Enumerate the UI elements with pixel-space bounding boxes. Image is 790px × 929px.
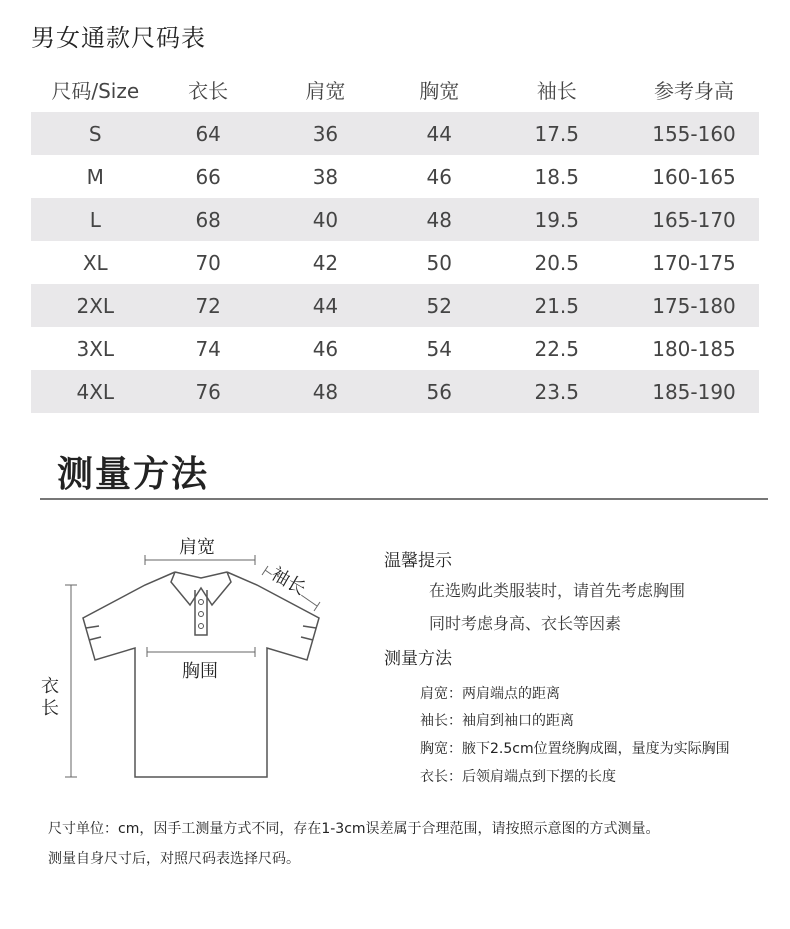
cell: 72 <box>160 284 257 327</box>
cell: M <box>31 155 160 198</box>
cell: 36 <box>257 112 394 155</box>
cell: 155-160 <box>629 112 759 155</box>
note-line: 测量自身尺寸后，对照尺码表选择尺码。 <box>48 851 300 867</box>
tip-line: 在选购此类服装时，请首先考虑胸围 <box>429 581 686 600</box>
button-icon <box>199 624 204 629</box>
sleeve-label: 袖长 <box>267 560 311 601</box>
cell: 18.5 <box>484 155 629 198</box>
cell: XL <box>31 241 160 284</box>
cell: 2XL <box>31 284 160 327</box>
button-icon <box>199 612 204 617</box>
cell: 52 <box>394 284 484 327</box>
cell: 180-185 <box>629 327 759 370</box>
cell: L <box>31 198 160 241</box>
cell: 21.5 <box>484 284 629 327</box>
header-sleeve: 袖长 <box>536 78 577 103</box>
cell: 46 <box>257 327 394 370</box>
cell: 185-190 <box>629 370 759 413</box>
length-label: 衣长 <box>41 676 59 719</box>
cell: 23.5 <box>484 370 629 413</box>
table-header-row <box>31 66 759 112</box>
measure-section-title: 测量方法 <box>57 454 210 495</box>
tip-line: 同时考虑身高、衣长等因素 <box>429 614 622 633</box>
table-row <box>31 284 759 327</box>
table-row <box>31 155 759 198</box>
button-icon <box>199 600 204 605</box>
method-item: 胸宽：腋下2.5cm位置绕胸成圈，量度为实际胸围 <box>420 741 730 757</box>
header-size: 尺码/Size <box>51 78 140 103</box>
table-row <box>31 327 759 370</box>
cell: 20.5 <box>484 241 629 284</box>
cell: 66 <box>160 155 257 198</box>
shoulder-label: 肩宽 <box>175 533 219 559</box>
cell: 56 <box>394 370 484 413</box>
shirt-neckline <box>175 572 227 578</box>
cell: 44 <box>257 284 394 327</box>
header-height: 参考身高 <box>654 78 734 103</box>
table-row <box>31 198 759 241</box>
cell: 68 <box>160 198 257 241</box>
cell: 17.5 <box>484 112 629 155</box>
method-item: 肩宽：两肩端点的距离 <box>420 686 560 702</box>
cell: 76 <box>160 370 257 413</box>
cell: 4XL <box>31 370 160 413</box>
cell: 64 <box>160 112 257 155</box>
cell: 74 <box>160 327 257 370</box>
table-row <box>31 241 759 284</box>
size-table <box>31 66 759 413</box>
cell: 22.5 <box>484 327 629 370</box>
cell: 48 <box>394 198 484 241</box>
method-item: 袖长：袖肩到袖口的距离 <box>420 713 574 729</box>
cell: 175-180 <box>629 284 759 327</box>
cell: 54 <box>394 327 484 370</box>
tips-heading: 温馨提示 <box>384 551 452 571</box>
cell: 44 <box>394 112 484 155</box>
chest-label: 胸围 <box>182 657 218 683</box>
table-row <box>31 370 759 413</box>
cell: 160-165 <box>629 155 759 198</box>
table-row <box>31 112 759 155</box>
cell: 170-175 <box>629 241 759 284</box>
cell: 46 <box>394 155 484 198</box>
cell: 40 <box>257 198 394 241</box>
header-chest: 胸宽 <box>419 78 460 103</box>
page-title: 男女通款尺码表 <box>31 24 206 52</box>
method-heading: 测量方法 <box>384 649 452 669</box>
cell: 42 <box>257 241 394 284</box>
cell: 48 <box>257 370 394 413</box>
cell: 50 <box>394 241 484 284</box>
cell: S <box>31 112 160 155</box>
cell: 3XL <box>31 327 160 370</box>
method-item: 衣长：后领肩端点到下摆的长度 <box>420 769 616 785</box>
cell: 19.5 <box>484 198 629 241</box>
cell: 38 <box>257 155 394 198</box>
note-line: 尺寸单位：cm，因手工测量方式不同，存在1-3cm误差属于合理范围，请按照示意图的方式测量。 <box>48 821 660 837</box>
section-divider <box>40 498 768 500</box>
cell: 70 <box>160 241 257 284</box>
cell: 165-170 <box>629 198 759 241</box>
shirt-collar <box>171 572 231 605</box>
header-shoulder: 肩宽 <box>305 78 346 103</box>
header-length: 衣长 <box>188 78 229 103</box>
